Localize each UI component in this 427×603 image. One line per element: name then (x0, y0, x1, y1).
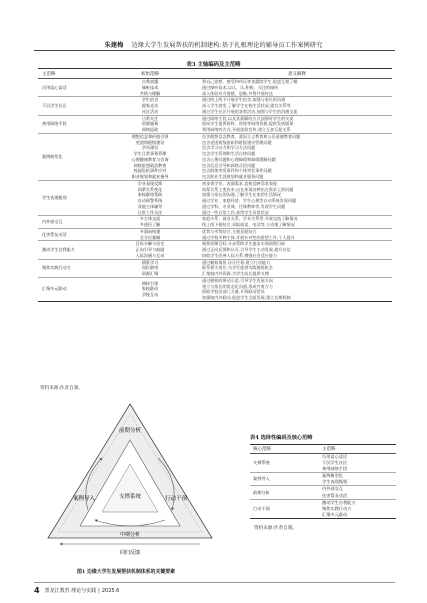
meaning-line: 深入学生寝室,了解学生在校生活状况,提宣关系等 (202, 103, 291, 108)
initial-categories (104, 278, 196, 301)
meaning-line: 包含信息引导和网络言论问题 (202, 162, 256, 168)
initial-category: 家校联动 (141, 286, 159, 292)
table3-row (38, 241, 392, 259)
initial-category: 人际沟通与互动 (135, 252, 165, 258)
main-category: 激动学生自我能力 (42, 247, 75, 252)
initial-category: 学校互动 (141, 292, 159, 298)
table4 (250, 444, 396, 519)
main-category-item: 案例典型化 (322, 473, 343, 479)
main-categories (300, 473, 396, 485)
table4-header-core: 核心范畴 (253, 447, 271, 452)
table3-row (38, 79, 392, 97)
meaning-line: 加强与家长的沟通,了解学生在家的生活情况 (202, 192, 282, 198)
table3-row (38, 134, 392, 181)
page-footer: 4 黑龙江教育·理论与实践 | 2025.6 (34, 586, 120, 595)
header-title: 边缘大学生发展帮扶的机制建构:基于扎根理论的辅导员工作案例研究 (131, 42, 323, 49)
meaning-line: 通过学生社区开展的各类活动,加强与学生的沟通交流 (202, 108, 298, 114)
initial-categories (104, 134, 196, 180)
table4-header-main: 主范畴 (322, 447, 336, 452)
table3-title: 表3 主轴编码及主范畴 (186, 62, 241, 68)
main-category-item: 内外部交互 (322, 486, 343, 492)
initial-category: 多途径了解 (139, 222, 161, 227)
meaning-explanations (196, 260, 392, 277)
main-category-item: 激动学生自我能力 (322, 499, 356, 505)
table4-source: 资料来源:作者自制。 (254, 526, 297, 531)
initial-category: 情景学习 (141, 259, 159, 265)
initial-category: 目标分解与设定 (135, 241, 165, 247)
initial-category: 其他主体辅导 (137, 203, 163, 209)
main-category: 学生表现甄别 (42, 195, 67, 201)
meaning-line: 包含党团班级组织和班级建设管理问题 (202, 139, 272, 145)
table3-header-initial: 初始范畴 (141, 71, 159, 77)
initial-category: 党团和班级建设 (135, 139, 165, 145)
main-category-item: 善用网络手段 (322, 466, 348, 472)
initial-category: 网络思想政治教育 (133, 162, 167, 168)
figure1 (40, 400, 220, 560)
initial-category: 日常关注 (141, 115, 159, 121)
table3-header-row (38, 69, 392, 79)
meaning-line: 聚焦短期目标,分步帮助学生逐步实现预期目标 (202, 241, 286, 247)
table3-row (38, 216, 392, 229)
footer-journal: 黑龙江教育·理论与实践 (44, 588, 97, 594)
meaning-line: 建立与家长的常态化沟通,形成共育合力 (202, 283, 273, 289)
meaning-line: 深入体验对方情感、思维,并将共情传达 (202, 90, 273, 96)
initial-categories (104, 216, 196, 228)
meaning-explanations (196, 116, 392, 133)
table4-header-row (250, 445, 396, 454)
meaning-line: 家庭关系、就业关系、学业关系等,开展交流了解情况 (202, 216, 298, 222)
initial-category: 多面向构建 (139, 228, 161, 234)
main-category-item: 化害帮友动活 (322, 492, 348, 498)
initial-category: 同辈关系变化 (137, 186, 163, 192)
initial-category: 共情与理解 (139, 90, 161, 96)
initial-categories (104, 79, 196, 96)
main-category-item: 学生表现甄别 (322, 479, 348, 485)
label-bottom-outer: 回归反馈 (119, 550, 141, 556)
meaning-line: 包含理想信念教育、爱国主义教育和公民道德教育问题 (202, 133, 301, 139)
meaning-line: 通过正向反馈和认可,引导学生主动发展,提升自信 (202, 247, 291, 252)
meaning-line: 初步查学业、表面需求,直接反映异常表现 (202, 180, 277, 186)
meaning-explanations (196, 229, 392, 241)
initial-category: 正向引导与鼓励 (135, 247, 165, 252)
meaning-line: 通过倾听技术,以认、认,积极、关注的倾听 (202, 84, 279, 90)
main-category: 案例典型化 (42, 153, 63, 159)
meaning-line: 通过网络手段,以及其孤僻的方式加强对学生的关爱 (202, 115, 294, 121)
figure1-caption: 图1 边缘大学生发展帮扶机制体系的关键要素 (76, 569, 176, 575)
initial-category: 社区活动 (141, 108, 159, 114)
main-category-item: 汇聚多元联动 (322, 511, 348, 517)
main-category: 化害帮友动活 (42, 231, 67, 237)
initial-category: 网络思政 (141, 127, 159, 132)
initial-category: 自动预警系统 (137, 198, 163, 203)
table3-row (38, 278, 392, 301)
initial-categories (104, 97, 196, 114)
meaning-line: 通过一些日常工作,获得学生异常状况 (202, 209, 269, 215)
main-category: 内外部交互 (42, 219, 63, 225)
meaning-explanations (196, 134, 392, 180)
label-left: 案例导入 (72, 496, 96, 502)
table4-row (250, 454, 396, 473)
main-categories (300, 500, 396, 518)
meaning-line: 同辈关系上变出来,出在体现各种出在需求上的问题 (202, 186, 294, 192)
label-bottom-inner: 中期分析 (119, 532, 141, 538)
table4-title: 表4 选择性编码及核心范畴 (250, 435, 313, 441)
meaning-line: 通过榜样的带动示范,引导学生发展方向 (202, 277, 273, 283)
label-center: 支撑系统 (118, 494, 142, 500)
meaning-line: 包含职业生涯规划和就业服务问题 (202, 174, 264, 179)
table3-header-meaning: 意义解释 (288, 71, 306, 77)
table3-row (38, 229, 392, 242)
label-right: 行动干预 (164, 496, 188, 502)
meaning-line: 通过模拟情景,设计任务,建立行动能力 (202, 259, 271, 265)
meaning-line: 利用网络的方式,开展思政宣传,建立互加互促关系 (202, 127, 291, 132)
meaning-explanations (196, 181, 392, 216)
initial-category: 职业规划和就业指导 (131, 174, 169, 179)
table4-row (250, 473, 396, 486)
main-categories (300, 454, 396, 472)
header-rule (34, 50, 395, 51)
meaning-line: 面向学生提供资料、讲座等网络资源,提供发展服务 (202, 121, 294, 127)
initial-category: 学业表现反馈 (137, 180, 163, 186)
initial-category: 日常工作关注 (137, 209, 163, 215)
meaning-line: 借助学校各部门力量,开展联动帮扶 (202, 289, 265, 295)
footer-issue: 2025.6 (101, 587, 120, 594)
footer-rule (34, 582, 395, 583)
table3 (38, 68, 392, 302)
initial-categories (104, 229, 196, 241)
meaning-line: 协助学生改善人际关系,增强社会适应能力 (202, 252, 277, 258)
table3-row (38, 260, 392, 278)
table3-row (38, 116, 392, 134)
main-category-item: 巧用谈心谈话 (322, 454, 348, 459)
table3-source: 资料来源:作者自制。 (40, 386, 83, 391)
meaning-line: 通过学科、专业课、任课教师等,发现学生问题 (202, 203, 286, 209)
meaning-line: 线上线下相结合,采取面谈、电话等,主动地了解情况 (202, 222, 295, 227)
page-number: 4 (34, 586, 40, 595)
table4-row (250, 486, 396, 499)
table3-row (38, 181, 392, 217)
main-category-item: 聚焦实践行动力 (322, 505, 352, 511)
main-categories (300, 486, 396, 498)
core-category: 前期分析 (253, 489, 270, 495)
core-category: 案例导入 (253, 476, 270, 482)
figure1-diagram (40, 400, 220, 560)
meaning-line: 通过学校多种主体,开展针对性的思想工作,个人提升 (202, 234, 295, 240)
page-header (0, 40, 427, 49)
core-category: 支撑系统 (253, 460, 270, 466)
meaning-explanations (196, 79, 392, 96)
table4-row (250, 500, 396, 518)
initial-category: 学风建设 (141, 145, 159, 151)
meaning-line: 将自己思想、感受和经历等表露给学生,促进互相了解 (202, 79, 298, 84)
initial-categories (104, 241, 196, 258)
initial-category: 学生宿舍 (141, 97, 159, 103)
initial-category: 理想信念和价值引领 (131, 133, 169, 139)
initial-category: 家校联络帮助 (137, 192, 163, 198)
main-category: 巧用谈心谈话 (42, 84, 67, 90)
meaning-line: 包含群体突发事件和个体突发事件问题 (202, 168, 272, 174)
initial-category: 榜样引领 (141, 280, 159, 286)
meaning-line: 联系相关岗位,为学生提供实践锻炼机会 (202, 265, 273, 271)
table3-header-main: 主范畴 (42, 71, 56, 77)
initial-category: 全方位兼顾 (139, 234, 161, 240)
meaning-line: 通过线上线下开展学生宿舍,加强与家长的沟通 (202, 97, 286, 103)
main-category: 善用网络手段 (42, 121, 67, 127)
initial-category: 多主体交流 (139, 216, 161, 222)
initial-category: 提家走访 (141, 103, 159, 108)
meaning-explanations (196, 97, 392, 114)
initial-categories (104, 116, 196, 133)
initial-category: 资源服务 (141, 121, 159, 127)
initial-categories (104, 260, 196, 277)
meaning-line: 包含学生管理和生活自律问题 (202, 151, 256, 156)
initial-category: 自我表露 (141, 79, 159, 84)
main-category: 聚焦实践行动力 (42, 265, 71, 271)
meaning-line: 加强校内外联动,促进学生全面发展,建立长期机制 (202, 295, 291, 300)
meaning-explanations (196, 278, 392, 301)
meaning-explanations (196, 216, 392, 228)
meaning-line: 优势与劣势结合,主观意愿结合 (202, 228, 257, 234)
label-top: 前期分析 (118, 428, 142, 434)
meaning-line: 包含学习动力和学习方法问题 (202, 145, 256, 151)
initial-category: 岗位联络 (141, 265, 159, 271)
main-category: 汇聚多元联动 (42, 286, 67, 292)
initial-category: 心理健康教育与咨询 (131, 156, 169, 162)
meaning-line: 汇集校内外资源,为学生成长提供支撑 (202, 271, 269, 276)
meaning-explanations (196, 241, 392, 258)
initial-category: 倾听技术 (141, 84, 159, 90)
initial-categories (104, 181, 196, 216)
meaning-line: 通过学业、家庭经济、学生心理等自动系统发现问题 (202, 198, 297, 203)
main-category: 下沉学生社区 (42, 103, 67, 108)
initial-category: 资源汇聚 (141, 271, 159, 276)
core-category: 行动干预 (253, 505, 270, 511)
main-category-item: 下沉学生社区 (322, 460, 348, 466)
table3-row (38, 97, 392, 115)
meaning-line: 包含心理问题和心理障碍和障碍缓解问题 (202, 156, 276, 162)
initial-category: 学生日常事务管理 (133, 151, 167, 156)
header-author: 朱建梅 (104, 42, 124, 49)
initial-category: 校园危机事件应对 (133, 168, 167, 174)
